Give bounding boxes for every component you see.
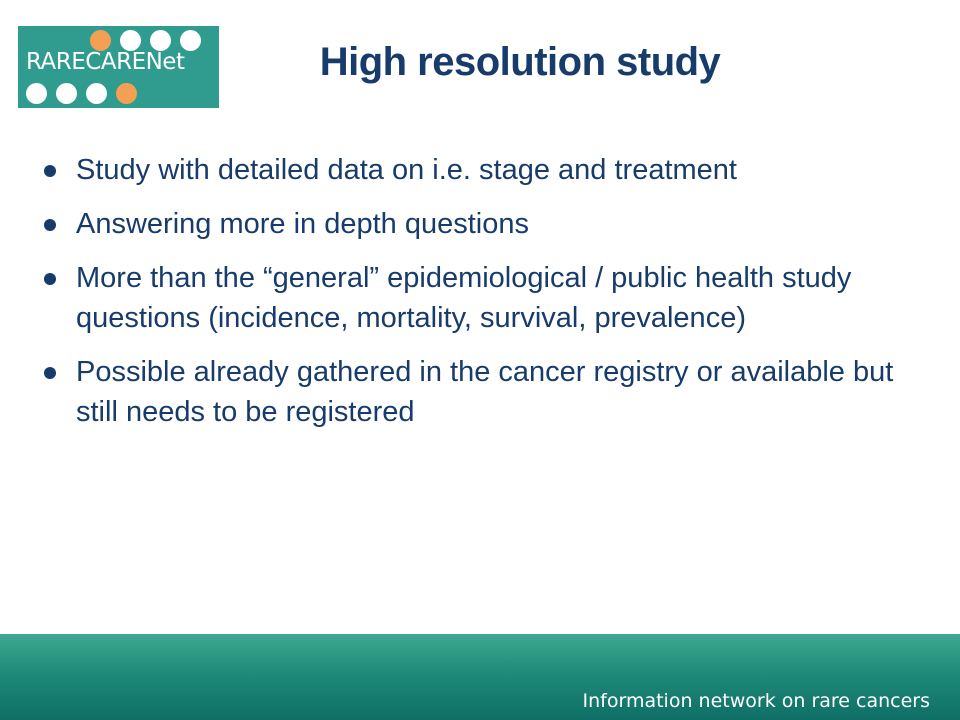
bullet-dot-icon [44, 273, 56, 285]
logo-dot [86, 83, 107, 104]
bullet-text: Study with detailed data on i.e. stage and treatment [76, 154, 737, 186]
logo-text: RARECARENet [26, 49, 185, 75]
bullet-item [40, 352, 920, 432]
slide-title: High resolution study [319, 40, 721, 84]
bullet-dot-icon [44, 219, 56, 231]
logo-dot [90, 30, 111, 51]
bullet-item [40, 150, 920, 190]
bullet-dot-icon [44, 367, 56, 379]
bullet-text: More than the “general” epidemiological / public health study questions (incidence, mortality, survival, prevalence) [76, 262, 852, 334]
bullet-item [40, 258, 920, 338]
footer-bar [0, 634, 960, 720]
logo-dot [116, 83, 137, 104]
bullet-dot-icon [44, 165, 56, 177]
logo-dot [150, 30, 171, 51]
bullet-item [40, 204, 920, 244]
rarecarenet-logo [18, 26, 219, 108]
logo-dot [56, 83, 77, 104]
bullet-list [40, 150, 920, 446]
bullet-text: Answering more in depth questions [76, 208, 529, 240]
logo-dot [120, 30, 141, 51]
footer-text: Information network on rare cancers [582, 690, 930, 712]
logo-dot [26, 83, 47, 104]
bullet-text: Possible already gathered in the cancer registry or available but still needs to be registered [76, 356, 894, 428]
logo-dot [180, 30, 201, 51]
